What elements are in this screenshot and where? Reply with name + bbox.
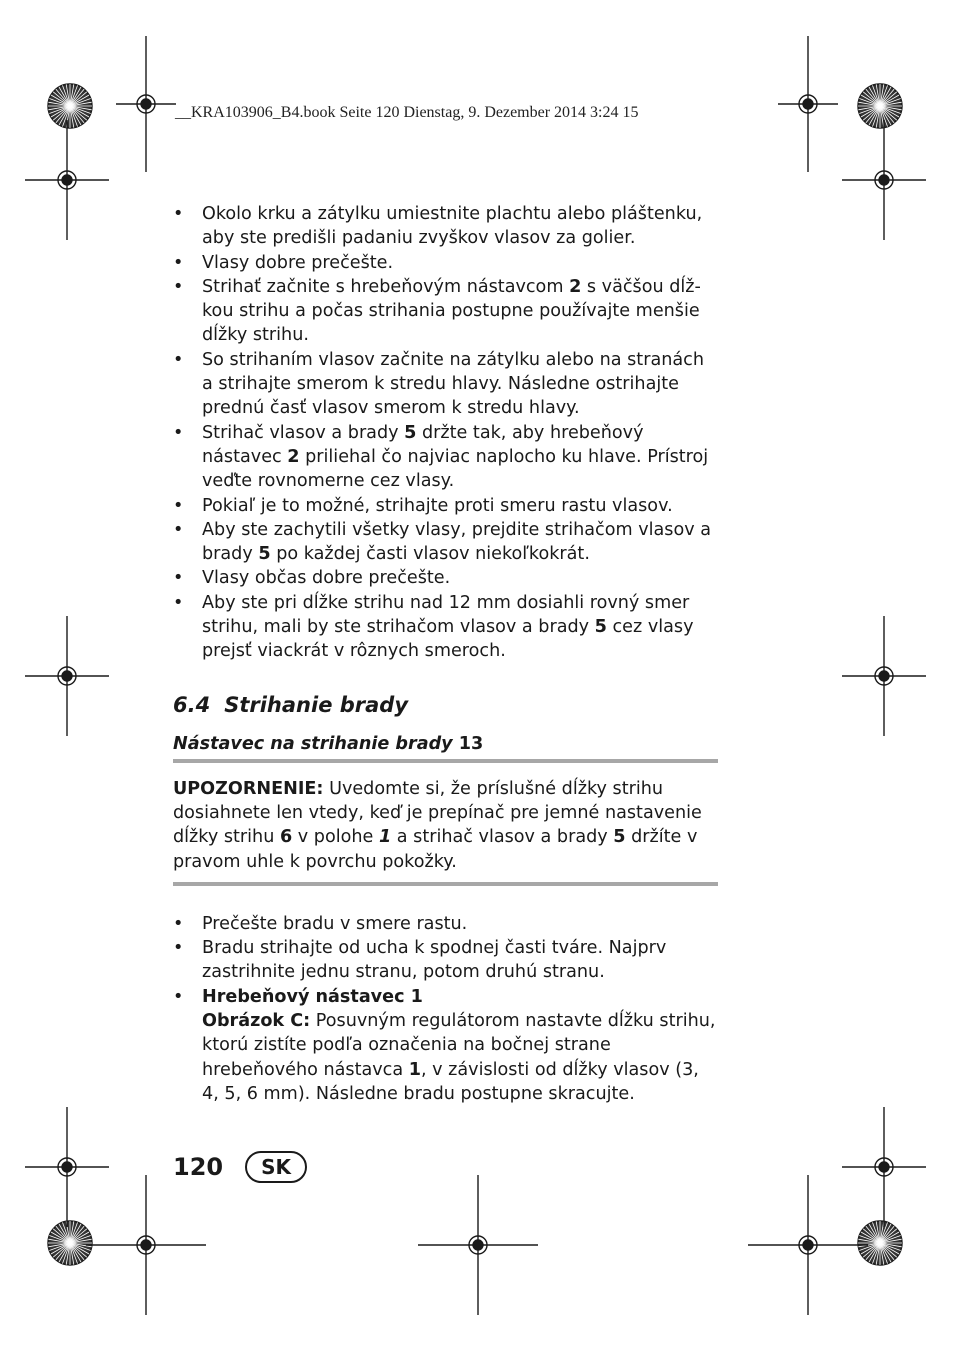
list-item-text: Prečešte bradu v smere rastu.	[202, 913, 468, 934]
notice-box	[173, 777, 718, 874]
list-item	[173, 985, 718, 1106]
attachment-number: 13	[458, 733, 484, 754]
list-item-text: So strihaním vlasov začnite na zátylku alebo na stranách a strihajte smerom k stredu hlavy. Následne ostrihajte prednú časť vlasov smerom k stredu hlavy.	[202, 349, 704, 419]
notice-text: Uvedomte si, že príslušné dĺžky strihu dosiahnete len vtedy, keď je prepínač pre jemné nastavenie dĺžky strihu	[173, 778, 702, 848]
list-item-text: Posuvným regulátorom nastavte dĺžku strihu, ktorú zistíte podľa označenia na bočnej strane hrebeňového nástavca	[202, 1011, 716, 1080]
page-content	[173, 202, 718, 1106]
notice-bottom-rule	[173, 882, 718, 886]
list-item-text: Aby ste pri dĺžke strihu nad 12 mm dosiahli rovný smer strihu, mali by ste strihačom vlasov a brady	[202, 592, 690, 638]
list-item-text: Vlasy dobre prečešte.	[202, 252, 394, 273]
bullet-list-hair-cutting	[173, 202, 718, 664]
list-item-text: cez vlasy prejsť viackrát v rôznych smeroch.	[202, 617, 694, 662]
list-item-text: priliehal čo najviac naplocho ku hlave. Prístroj veďte rovnomerne cez vlasy.	[202, 446, 709, 492]
book-header-line: __KRA103906_B4.book Seite 120 Dienstag, 9. Dezember 2014 3:24 15	[175, 104, 639, 121]
attachment-label: Nástavec na strihanie brady	[173, 733, 453, 754]
language-badge: SK	[245, 1151, 307, 1183]
list-item	[173, 348, 718, 421]
list-item-text: 5	[404, 422, 417, 443]
notice-text: 1	[378, 827, 392, 848]
list-item-text: 2	[569, 276, 582, 297]
section-heading	[173, 692, 718, 718]
list-item-text: Strihač vlasov a brady	[202, 422, 405, 443]
list-item-text: Strihať začnite s hrebeňovým nástavcom	[202, 276, 570, 297]
section-number: 6.4	[173, 692, 211, 717]
section-title: Strihanie brady	[224, 692, 409, 717]
list-item-text: , v závislosti od dĺžky vlasov (3, 4, 5, 6 mm). Následne bradu postupne skracujte.	[202, 1059, 699, 1104]
list-item-text: Aby ste zachytili všetky vlasy, prejdite strihačom vlasov a brady	[202, 519, 711, 565]
notice-text: 6	[279, 827, 293, 848]
list-item	[173, 275, 718, 348]
list-item-text: 2	[287, 446, 300, 467]
list-item-text: po každej časti vlasov niekoľkokrát.	[270, 544, 590, 565]
list-item	[173, 936, 718, 985]
page-footer	[173, 1150, 307, 1184]
bullet-list-beard-trimming	[173, 912, 718, 1106]
list-item-text: Bradu strihajte od ucha k spodnej časti tváre. Najprv zastrihnite jednu stranu, potom druhú stranu.	[202, 938, 667, 983]
list-item	[173, 912, 718, 936]
list-item-text: Vlasy občas dobre prečešte.	[202, 568, 451, 589]
list-item	[173, 566, 718, 590]
list-item-text: Okolo krku a zátylku umiestnite plachtu alebo pláštenku, aby ste predišli padaniu zvyškov vlasov za golier.	[202, 204, 703, 249]
notice-text: držíte v pravom uhle k povrchu pokožky.	[173, 827, 698, 872]
list-item-text: 5	[258, 544, 271, 565]
list-item-text: 5	[594, 617, 607, 638]
notice-text: 5	[613, 827, 626, 848]
list-item-text: Obrázok C:	[202, 1011, 311, 1032]
attachment-subheading	[173, 732, 718, 756]
list-item	[173, 518, 718, 567]
list-item-text: Hrebeňový nástavec 1	[202, 986, 423, 1007]
list-item	[173, 251, 718, 275]
list-item-text: držte tak, aby hrebeňový nástavec	[202, 422, 644, 467]
notice-text: v polohe	[292, 827, 379, 848]
list-item	[173, 494, 718, 518]
notice-top-rule	[173, 759, 718, 763]
list-item-text: s väčšou dĺžkou strihu a počas strihania postupne používajte menšie dĺžky strihu.	[202, 276, 701, 346]
page-number: 120	[173, 1153, 224, 1181]
list-item	[173, 202, 718, 251]
notice-label: UPOZORNENIE:	[173, 778, 324, 799]
list-item	[173, 591, 718, 664]
list-item	[173, 421, 718, 494]
notice-text: a strihač vlasov a brady	[391, 827, 614, 848]
list-item-text: 1	[408, 1059, 421, 1080]
list-item-text: Pokiaľ je to možné, strihajte proti smeru rastu vlasov.	[202, 495, 673, 516]
